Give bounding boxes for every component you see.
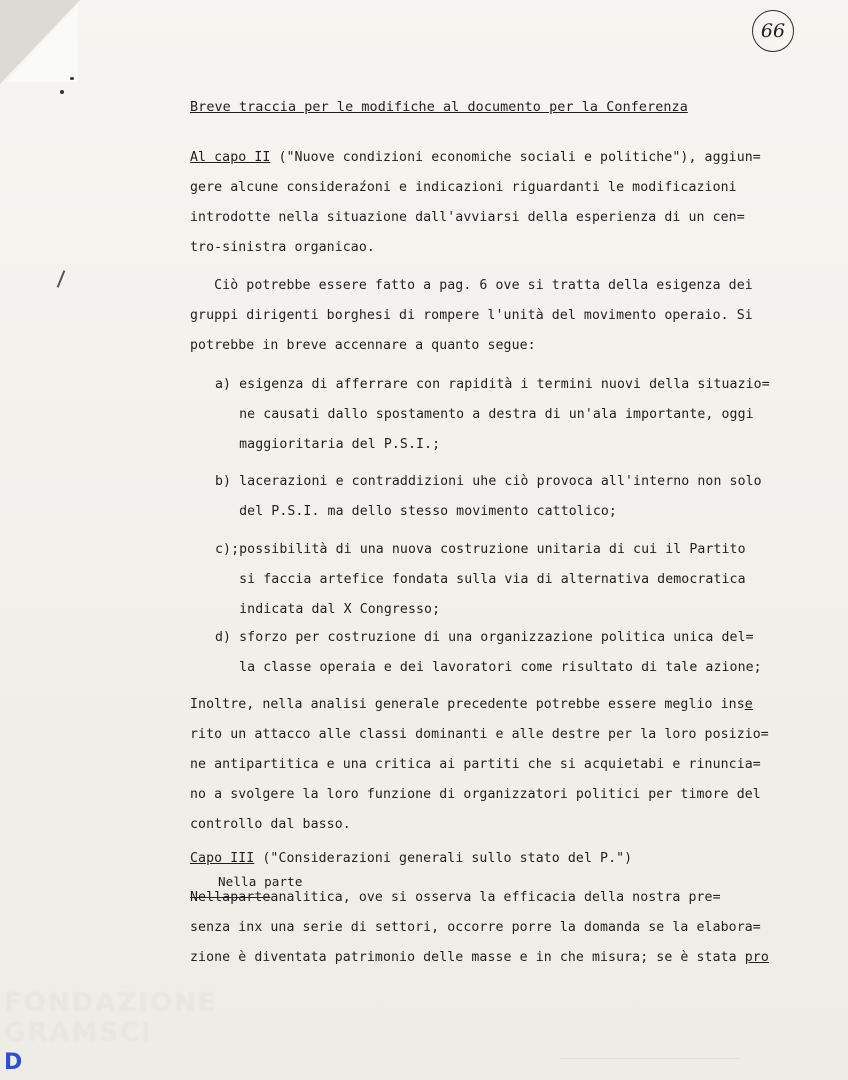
list-item-d: d) sforzo per costruzione di una organizzazione politica unica del= <box>215 630 754 645</box>
text-line: gruppi dirigenti borghesi di rompere l'unità del movimento operaio. Si <box>190 308 753 323</box>
text-fragment: analitica, ove si osserva la efficacia della nostra pre= <box>270 890 721 905</box>
list-item-a: ne causati dallo spostamento a destra di un'ala importante, oggi <box>215 407 754 422</box>
list-item-a: maggioritaria del P.S.I.; <box>215 437 441 452</box>
text-line: ("Considerazioni generali sullo stato del P.") <box>254 851 633 866</box>
list-item-a: a) esigenza di afferrare con rapidità i termini nuovi della situazio= <box>215 377 770 392</box>
underlined-fragment: pro <box>744 950 769 965</box>
list-item-c: indicata dal X Congresso; <box>215 602 441 617</box>
text-line: potrebbe in breve accennare a quanto segue: <box>190 338 536 353</box>
staple-mark <box>70 77 74 80</box>
section-heading: Capo III <box>190 851 255 866</box>
text-line: controllo dal basso. <box>190 817 351 832</box>
document-title: Breve traccia per le modifiche al documento per la Conferenza <box>190 100 688 115</box>
text-line <box>190 697 753 712</box>
text-line: rito un attacco alle classi dominanti e alle destre per la loro posizio= <box>190 727 769 742</box>
staple-mark <box>60 90 64 94</box>
text-fragment: Inoltre, nella analisi generale precedente potrebbe essere meglio ins <box>190 697 745 712</box>
list-item-c: si faccia artefice fondata sulla via di alternativa democratica <box>215 572 746 587</box>
section-heading-line <box>190 851 632 866</box>
section-heading: Al capo II <box>190 150 271 165</box>
folded-corner-flap <box>6 4 78 82</box>
archive-mark: D <box>4 1050 23 1075</box>
margin-pen-mark <box>57 270 66 287</box>
list-item-b: del P.S.I. ma dello stesso movimento cattolico; <box>215 504 617 519</box>
text-line: introdotte nella situazione dall'avviarsi della esperienza di un cen= <box>190 210 745 225</box>
page-number: 66 <box>752 10 794 52</box>
text-line: no a svolgere la loro funzione di organizzatori politici per timore del <box>190 787 761 802</box>
typed-insertion: Nella parte <box>218 874 303 889</box>
archive-watermark <box>4 988 217 1048</box>
text-line: Ciò potrebbe essere fatto a pag. 6 ove si tratta della esigenza dei <box>190 278 753 293</box>
underlined-fragment: e <box>744 697 753 712</box>
list-item-d: la classe operaia e dei lavoratori come risultato di tale azione; <box>215 660 762 675</box>
text-line: gere alcune consideraźoni e indicazioni riguardanti le modificazioni <box>190 180 737 195</box>
list-item-c: c);possibilità di una nuova costruzione unitaria di cui il Partito <box>215 542 746 557</box>
text-line: ("Nuove condizioni economiche sociali e politiche"), aggiun= <box>270 150 761 165</box>
text-fragment: zione è diventata patrimonio delle masse e in che misura; se è stata <box>190 950 745 965</box>
watermark-line: FONDAZIONE <box>4 988 218 1018</box>
list-item-b: b) lacerazioni e contraddizioni uhe ciò provoca all'interno non solo <box>215 474 762 489</box>
text-line: tro-sinistra organicao. <box>190 240 375 255</box>
text-line: senza inx una serie di settori, occorre porre la domanda se la elabora= <box>190 920 761 935</box>
section-heading-line <box>190 150 761 165</box>
watermark-line: GRAMSCI <box>4 1018 153 1048</box>
text-line <box>190 890 721 905</box>
struck-text: Nellaparte <box>190 890 271 905</box>
text-line: ne antipartitica e una critica ai partiti che si acquietabi e rinuncia= <box>190 757 761 772</box>
text-line <box>190 950 769 965</box>
faded-signature <box>560 1018 740 1059</box>
